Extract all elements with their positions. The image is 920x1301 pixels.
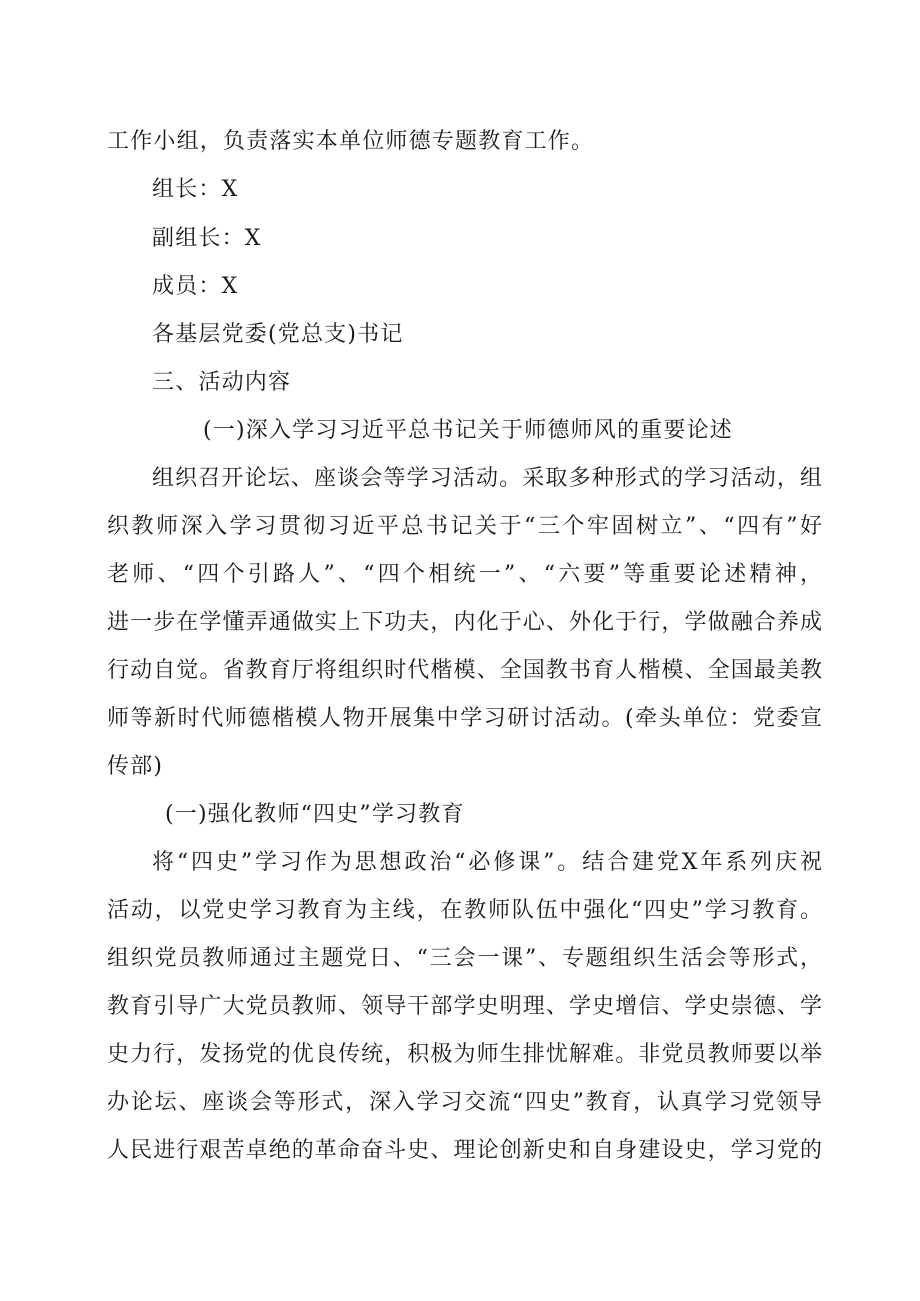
paragraph-line: 师等新时代师德楷模人物开展集中学习研讨活动。(牵头单位：党委宣 (107, 706, 822, 731)
members-detail-line: 各基层党委(党总支)书记 (152, 322, 404, 347)
paragraph-line: 组织党员教师通过主题党日、“三会一课”、专题组织生活会等形式， (107, 946, 822, 971)
paragraph-line: 组织召开论坛、座谈会等学习活动。采取多种形式的学习活动，组 (152, 466, 822, 491)
paragraph-line: 传部) (107, 754, 164, 779)
subsection-heading: (一)深入学习习近平总书记关于师德师风的重要论述 (203, 418, 733, 443)
paragraph-line: 行动自觉。省教育厅将组织时代楷模、全国教书育人楷模、全国最美教 (107, 658, 822, 683)
paragraph-line: 办论坛、座谈会等形式，深入学习交流“四史”教育，认真学习党领导 (107, 1090, 822, 1115)
paragraph-line: 史力行，发扬党的优良传统，积极为师生排忧解难。非党员教师要以举 (107, 1042, 822, 1067)
subsection-heading: (一)强化教师“四史”学习教育 (165, 802, 465, 827)
paragraph-line: 将“四史”学习作为思想政治“必修课”。结合建党X年系列庆祝 (152, 850, 822, 875)
paragraph-line: 老师、“四个引路人”、“四个相统一”、“六要”等重要论述精神， (107, 562, 822, 587)
group-leader-line: 组长：X (152, 177, 239, 202)
members-line: 成员：X (152, 274, 239, 299)
paragraph-line: 织教师深入学习贯彻习近平总书记关于“三个牢固树立”、“四有”好 (107, 514, 822, 539)
paragraph-line: 进一步在学懂弄通做实上下功夫，内化于心、外化于行，学做融合养成 (107, 610, 822, 635)
section-heading: 三、活动内容 (152, 370, 292, 395)
paragraph-line: 人民进行艰苦卓绝的革命奋斗史、理论创新史和自身建设史，学习党的 (107, 1138, 822, 1163)
paragraph-line: 工作小组，负责落实本单位师德专题教育工作。 (107, 129, 595, 154)
paragraph-line: 活动，以党史学习教育为主线，在教师队伍中强化“四史”学习教育。 (107, 898, 822, 923)
deputy-leader-line: 副组长：X (152, 226, 262, 251)
paragraph-line: 教育引导广大党员教师、领导干部学史明理、学史增信、学史崇德、学 (107, 994, 822, 1019)
